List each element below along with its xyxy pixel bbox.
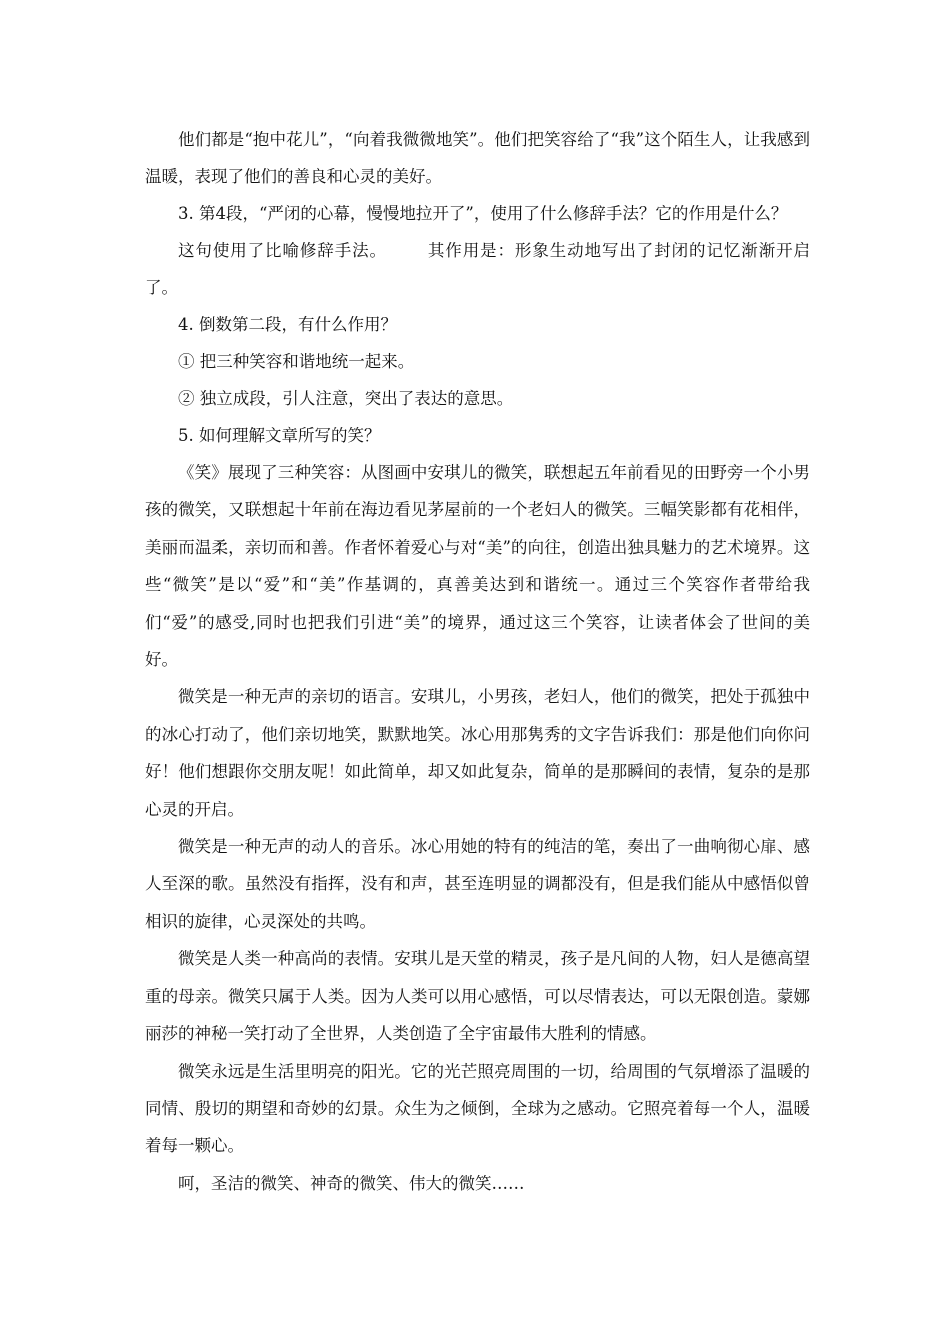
answer-3 <box>145 232 810 306</box>
answer-5-paragraph-5: 微笑永远是生活里明亮的阳光。它的光芒照亮周围的一切，给周围的气氛增添了温暖的同情、殷切的期望和奇妙的幻景。众生为之倾倒，全球为之感动。它照亮着每一个人，温暖着每一颗心。 <box>145 1061 810 1156</box>
question-4: 4. 倒数第二段，有什么作用？ <box>178 315 397 334</box>
answer-4-point-2: ② 独立成段，引人注意，突出了表达的意思。 <box>178 389 514 408</box>
question-5: 5. 如何理解文章所写的笑？ <box>178 426 381 445</box>
document-body <box>145 121 810 1202</box>
answer-5-paragraph-3: 微笑是一种无声的动人的音乐。冰心用她的特有的纯洁的笔，奏出了一曲响彻心扉、感人至深的歌。虽然没有指挥，没有和声，甚至连明显的调都没有，但是我们能从中感悟似曾相识的旋律，心灵深处的共鸣。 <box>145 837 810 931</box>
answer-5-paragraph-2: 微笑是一种无声的亲切的语言。安琪儿，小男孩，老妇人，他们的微笑，把处于孤独中的冰心打动了，他们亲切地笑，默默地笑。冰心用那隽秀的文字告诉我们：那是他们向你问好！他们想跟你交朋友呢！如此简单，却又如此复杂，简单的是那瞬间的表情，复杂的是那心灵的开启。 <box>145 687 810 819</box>
answer-3-part-b: 其作用是：形象生动地写出了封闭的记忆渐渐开启了。 <box>145 241 811 297</box>
question-3: 3. 第4段，“严闭的心幕，慢慢地拉开了”，使用了什么修辞手法？它的作用是什么？ <box>178 204 788 223</box>
answer-5-paragraph-6: 呵，圣洁的微笑、神奇的微笑、伟大的微笑…… <box>178 1173 525 1193</box>
intro-paragraph: 他们都是“抱中花儿”，“向着我微微地笑”。他们把笑容给了“我”这个陌生人，让我感到温暖，表现了他们的善良和心灵的美好。 <box>145 130 810 186</box>
answer-3-part-a: 这句使用了比喻修辞手法。 <box>178 241 387 260</box>
answer-5-paragraph-4: 微笑是人类一种高尚的表情。安琪儿是天堂的精灵，孩子是凡间的人物，妇人是德高望重的母亲。微笑只属于人类。因为人类可以用心感悟，可以尽情表达，可以无限创造。蒙娜丽莎的神秘一笑打动了全世界，人类创造了全宇宙最伟大胜利的情感。 <box>145 949 810 1044</box>
answer-4-point-1: ① 把三种笑容和谐地统一起来。 <box>178 352 415 371</box>
answer-5-paragraph-1: 《笑》展现了三种笑容：从图画中安琪儿的微笑，联想起五年前看见的田野旁一个小男孩的微笑，又联想起十年前在海边看见茅屋前的一个老妇人的微笑。三幅笑影都有花相伴，美丽而温柔，亲切而和善。作者怀着爱心与对“美”的向往，创造出独具魅力的艺术境界。这些“微笑”是以“爱”和“美”作基调的，真善美达到和谐统一。通过三个笑容作者带给我们“爱”的感受,同时也把我们引进“美”的境界，通过这三个笑容，让读者体会了世间的美好。 <box>145 463 810 670</box>
